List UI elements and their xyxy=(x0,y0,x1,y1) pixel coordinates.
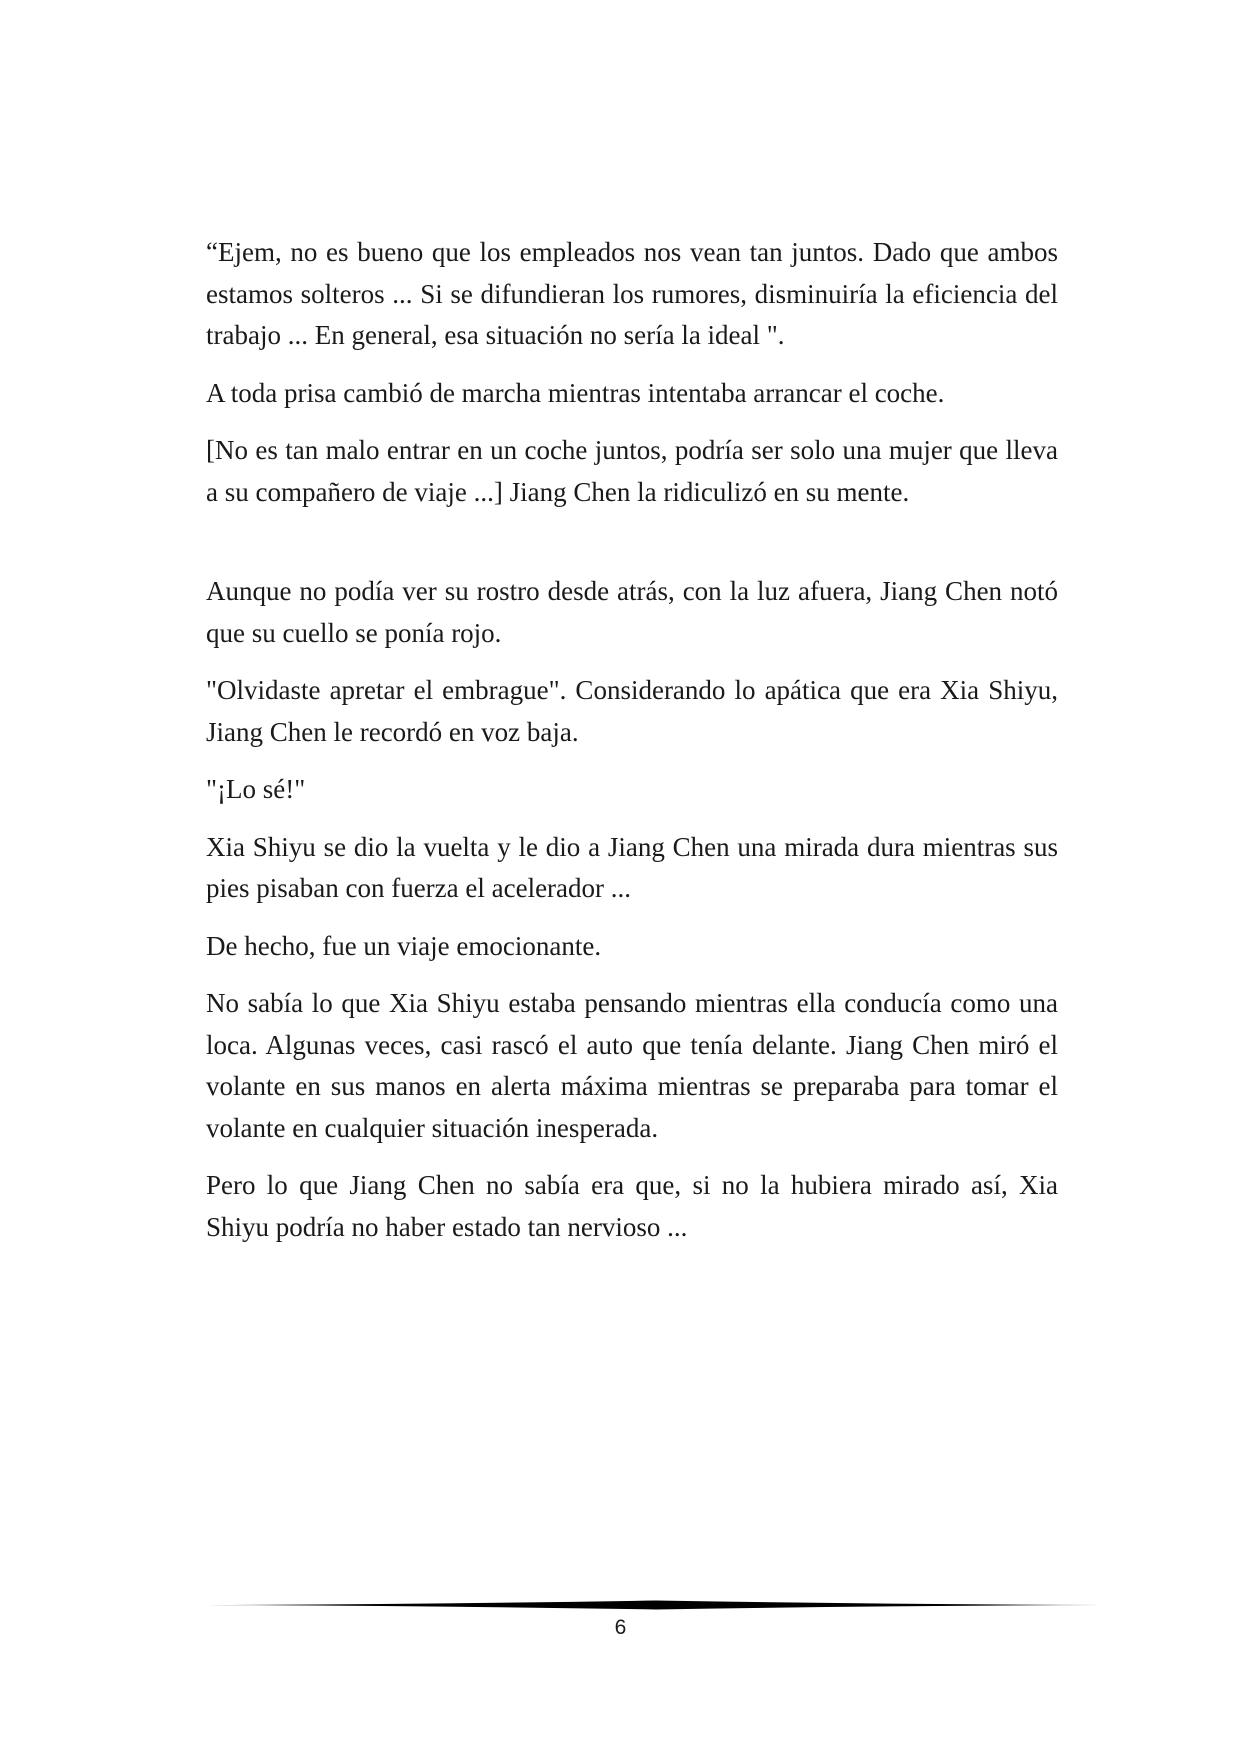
paragraph-6: "¡Lo sé!" xyxy=(206,774,306,804)
paragraph-1: “Ejem, no es bueno que los empleados nos vean tan juntos. Dado que ambos estamos solteros ... Si se difundieran los rumores, disminuiría la eficiencia del trabajo ... En general, esa situación no sería la ideal ". xyxy=(206,237,1058,350)
paragraph-10: Pero lo que Jiang Chen no sabía era que, si no la hubiera mirado así, Xia Shiyu podría no haber estado tan nervioso ... xyxy=(206,1170,1058,1242)
page-number: 6 xyxy=(614,1616,627,1639)
paragraph-3: [No es tan malo entrar en un coche juntos, podría ser solo una mujer que lleva a su compañero de viaje ...] Jiang Chen la ridiculizó en su mente. xyxy=(206,435,1058,507)
body-text xyxy=(206,232,1058,1264)
paragraph-2: A toda prisa cambió de marcha mientras intentaba arrancar el coche. xyxy=(206,377,945,408)
footer-rule xyxy=(206,1598,1102,1612)
paragraph-8: De hecho, fue un viaje emocionante. xyxy=(206,930,602,961)
paragraph-5: "Olvidaste apretar el embrague". Considerando lo apática que era Xia Shiyu, Jiang Chen le recordó en voz baja. xyxy=(206,675,1058,747)
paragraph-7: Xia Shiyu se dio la vuelta y le dio a Jiang Chen una mirada dura mientras sus pies pisaban con fuerza el acelerador ... xyxy=(206,831,1058,903)
paragraph-4: Aunque no podía ver su rostro desde atrás, con la luz afuera, Jiang Chen notó que su cuello se ponía rojo. xyxy=(206,576,1058,648)
paragraph-9: No sabía lo que Xia Shiyu estaba pensando mientras ella conducía como una loca. Algunas veces, casi rascó el auto que tenía delante. Jiang Chen miró el volante en sus manos en alerta máxima mientras se preparaba para tomar el volante en cualquier situación inesperada. xyxy=(206,988,1058,1143)
